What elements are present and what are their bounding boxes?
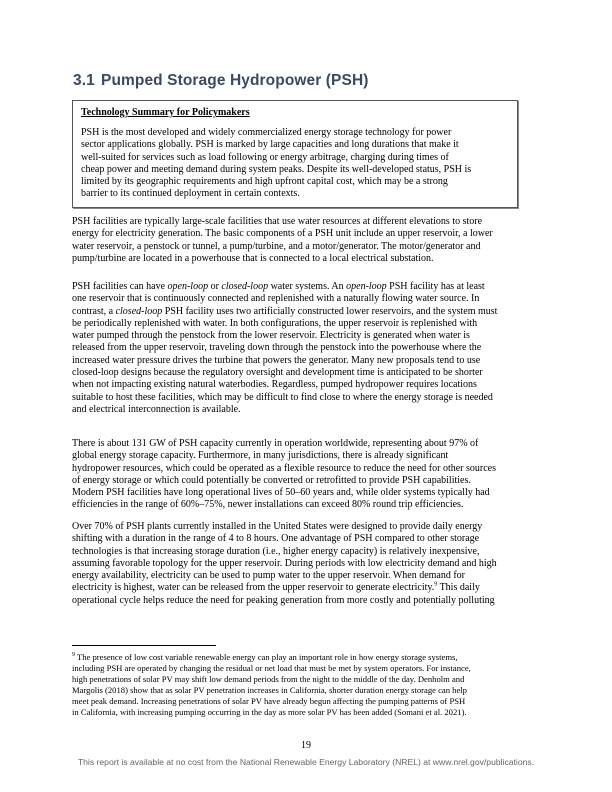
text-line: [72, 281, 542, 293]
text-run: The presence of low cost variable renewable energy can play an important role in how energy storage systems,: [75, 652, 458, 662]
text-run: PSH facility uses two artificially constructed lower reservoirs, and the system must: [162, 305, 498, 317]
summary-line: sector applications globally. PSH is marked by large capacities and long durations that make it: [81, 139, 459, 151]
text-line: water pumped through the penstock from the lower reservoir. Electricity is generated when water is: [72, 330, 470, 342]
text-line: released from the upper reservoir, traveling down through the penstock into the powerhouse where the: [72, 342, 482, 354]
text-line: Modern PSH facilities have long operational lives of 50–60 years and, while older systems typically had: [72, 487, 490, 499]
section-title: Pumped Storage Hydropower (PSH): [101, 72, 369, 89]
paragraph-us-plants: [72, 521, 542, 607]
summary-line: well-suited for services such as load following or energy arbitrage, charging during times of: [81, 151, 449, 163]
text-line: [72, 652, 542, 663]
text-line: global energy storage capacity. Furthermore, in many jurisdictions, there is already significant: [72, 450, 449, 462]
paragraph-global-capacity: [72, 438, 542, 512]
text-line: energy availability, electricity can be used to pump water to the upper reservoir. When demand for: [72, 570, 466, 582]
italic-term: open-loop: [346, 281, 387, 292]
text-run: This daily: [437, 582, 480, 594]
text-line: meet peak demand. Increasing penetrations of solar PV have already begun affecting the pumping patterns of PSH: [72, 696, 466, 706]
text-run: electricity is highest, water can be released from the upper reservoir to generate electricity.: [72, 582, 435, 594]
paragraph-loop-systems: [72, 281, 542, 416]
text-run: PSH facilities can have: [72, 281, 168, 292]
text-line: water reservoir, a penstock or tunnel, a pump/turbine, and a motor/generator. The motor/generator and: [72, 240, 481, 252]
text-line: There is about 131 GW of PSH capacity currently in operation worldwide, representing about 97% of: [72, 438, 479, 449]
text-line: in California, with increasing pumping occurring in the day as more solar PV has been added (Somani et al. 2021).: [72, 707, 467, 717]
italic-term: open-loop: [167, 281, 209, 292]
text-line: hydropower resources, which could be operated as a flexible resource to reduce the need for other sources: [72, 462, 496, 474]
availability-disclaimer: This report is available at no cost from the National Renewable Energy Laboratory (NREL) at www.nrel.gov/publications.: [77, 757, 535, 767]
summary-line: barrier to its continued deployment in certain contexts.: [81, 188, 300, 200]
summary-box-title: Technology Summary for Policymakers: [81, 107, 250, 118]
text-line: one reservoir that is continuously connected and replenished with a naturally flowing water source. In: [72, 293, 480, 305]
text-run: water systems. An: [268, 281, 347, 292]
text-line: [72, 582, 542, 594]
text-line: be periodically replenished with water. In both configurations, the upper reservoir is replenished with: [72, 317, 478, 329]
footnote-divider: [72, 645, 216, 646]
footnote-9: [72, 652, 542, 718]
text-line: PSH facilities are typically large-scale facilities that use water resources at different elevations to store: [72, 216, 483, 227]
text-line: assuming favorable topology for the upper reservoir. During periods with low electricity demand and high: [72, 557, 497, 569]
summary-line: PSH is the most developed and widely commercialized energy storage technology for power: [81, 127, 452, 138]
text-line: Margolis (2018) show that as solar PV penetration increases in California, shorter duration energy storage can help: [72, 685, 467, 695]
text-line: and electrical interconnection is available.: [72, 403, 241, 415]
paragraph-psh-components: [72, 216, 542, 265]
summary-line: cheap power and meeting demand during system peaks. Despite its well-developed status, PSH is: [81, 163, 472, 175]
text-line: operational cycle helps reduce the need for peaking generation from more costly and potentially polluting: [72, 594, 495, 606]
italic-term: closed-loop: [115, 305, 163, 317]
text-line: pump/turbine are located in a powerhouse that is connected to a local electrical substation.: [72, 252, 434, 264]
text-line: suitable to host these facilities, which may be difficult to find close to where the energy storage is needed: [72, 391, 493, 403]
text-run: or: [208, 281, 222, 292]
text-run: contrast, a: [72, 305, 116, 317]
text-line: [72, 306, 542, 318]
text-line: increased water pressure drives the turbine that powers the generator. Many new proposals tend to use: [72, 354, 481, 366]
text-line: shifting with a duration in the range of 4 to 8 hours. One advantage of PSH compared to other storage: [72, 533, 480, 545]
italic-term: closed-loop: [221, 281, 269, 292]
footnote-reference-link[interactable]: 9: [434, 582, 438, 589]
technology-summary-box: [72, 100, 518, 208]
page-number: 19: [301, 740, 311, 751]
text-line: efficiencies in the range of 60%–75%, newer installations can exceed 80% round trip efficiencies.: [72, 499, 464, 511]
summary-box-text: [81, 127, 509, 201]
text-line: high penetrations of solar PV may shift low demand periods from the night to the middle of the day. Denholm and: [72, 674, 465, 684]
text-line: of energy storage or which could potentially be converted or retrofitted to provide PSH capabilities.: [72, 474, 471, 486]
section-number: 3.1: [73, 72, 95, 89]
text-line: closed-loop designs because the regulatory oversight and development time is anticipated to be shorter: [72, 367, 483, 379]
text-line: Over 70% of PSH plants currently installed in the United States were designed to provide daily energy: [72, 521, 483, 532]
section-heading: [73, 72, 369, 90]
text-line: technologies is that increasing storage duration (i.e., higher energy capacity) is relatively inexpensive,: [72, 545, 480, 557]
text-line: energy for electricity generation. The basic components of a PSH unit include an upper reservoir, a lower: [72, 228, 493, 240]
summary-line: limited by its geographic requirements and high upfront capital cost, which may be a strong: [81, 176, 448, 188]
footnote-marker: 9: [72, 652, 75, 659]
text-line: when not impacting existing natural waterbodies. Regardless, pumped hydropower requires locations: [72, 379, 477, 391]
text-line: including PSH are operated by changing the residual or net load that must be met by system operators. For instance,: [72, 663, 471, 673]
text-run: PSH facility has at least: [386, 281, 485, 292]
